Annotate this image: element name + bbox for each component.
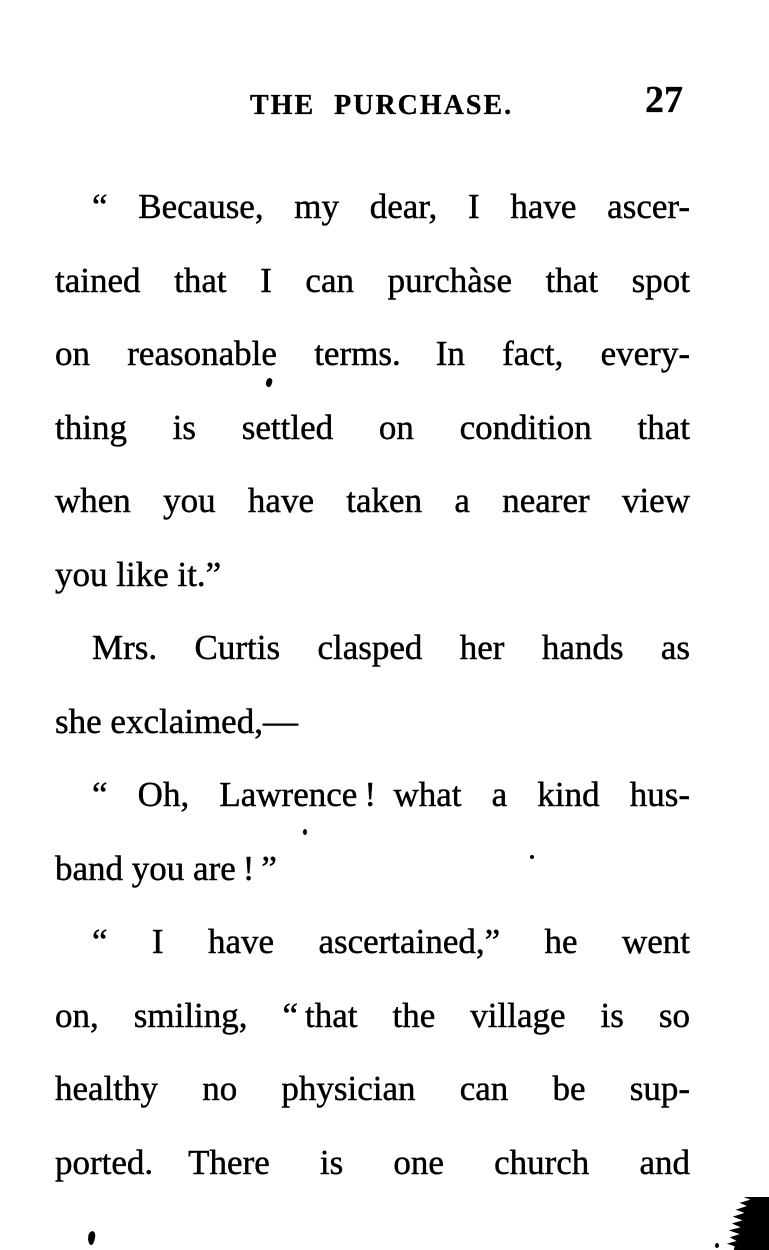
text-line: on, smiling, “ that the village is so	[55, 995, 690, 1035]
text-line: you like it.”	[55, 554, 222, 594]
speck-artifact	[87, 1231, 96, 1246]
text-line: tained that I can purchàse that spot	[55, 260, 690, 300]
ink-dot-artifact	[715, 1243, 719, 1248]
body-text	[55, 170, 690, 1199]
speck-artifact	[303, 829, 307, 835]
text-line: thing is settled on condition that	[55, 407, 690, 447]
text-line: on reasonable terms. In fact, every-	[55, 334, 690, 373]
page-number: 27	[645, 79, 683, 121]
text-line: “ I have ascertained,” he went	[92, 922, 690, 961]
running-header-title: THE PURCHASE.	[250, 90, 514, 121]
text-line: “ Because, my dear, I have ascer-	[92, 187, 690, 226]
ink-blot-artifact	[720, 1197, 769, 1250]
text-line: she exclaimed,—	[55, 701, 298, 741]
speck-artifact	[530, 855, 534, 859]
text-line: healthy no physician can be sup-	[55, 1069, 690, 1108]
text-line: band you are ! ”	[55, 848, 277, 888]
text-line: Mrs. Curtis clasped her hands as	[92, 628, 690, 667]
text-line: “ Oh, Lawrence ! what a kind hus-	[92, 775, 690, 814]
text-line: ported. There is one church and	[55, 1142, 690, 1182]
text-line: when you have taken a nearer view	[55, 481, 690, 520]
